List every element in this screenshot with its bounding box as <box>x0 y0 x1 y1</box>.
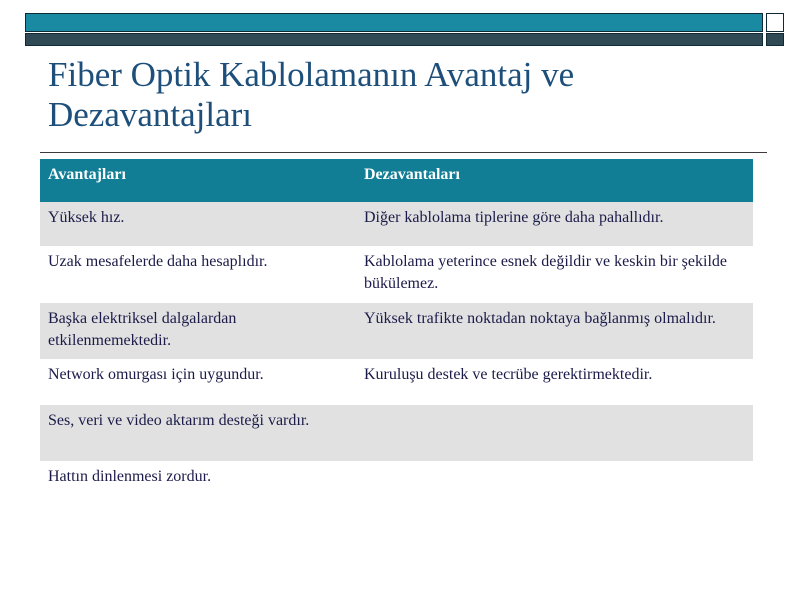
slide-title: Fiber Optik Kablolamanın Avantaj ve Dezavantajları <box>48 55 575 134</box>
header-bar-top <box>25 13 763 32</box>
table-row <box>40 359 753 405</box>
title-divider <box>40 152 767 153</box>
table-row <box>40 303 753 359</box>
disadvantage-cell: Yüksek trafikte noktadan noktaya bağlanmış olmalıdır. <box>356 303 753 359</box>
table-header-row <box>40 159 753 202</box>
disadvantage-cell <box>356 405 753 461</box>
header-square-top <box>766 13 784 32</box>
advantage-cell: Ses, veri ve video aktarım desteği vardır. <box>40 405 356 461</box>
comparison-table <box>40 159 753 497</box>
table-row <box>40 405 753 461</box>
disadvantage-cell: Kuruluşu destek ve tecrübe gerektirmektedir. <box>356 359 753 405</box>
table-row <box>40 246 753 303</box>
header-bar-bottom <box>25 33 763 46</box>
advantage-cell: Hattın dinlenmesi zordur. <box>40 461 356 497</box>
disadvantage-cell: Diğer kablolama tiplerine göre daha pahallıdır. <box>356 202 753 246</box>
header-square-bottom <box>766 33 784 46</box>
table-row <box>40 202 753 246</box>
advantage-cell: Uzak mesafelerde daha hesaplıdır. <box>40 246 356 303</box>
disadvantage-cell <box>356 461 753 497</box>
header-advantages: Avantajları <box>40 159 356 202</box>
header-disadvantages: Dezavantaları <box>356 159 753 202</box>
advantage-cell: Yüksek hız. <box>40 202 356 246</box>
advantage-cell: Network omurgası için uygundur. <box>40 359 356 405</box>
advantage-cell: Başka elektriksel dalgalardan etkilenmemektedir. <box>40 303 356 359</box>
disadvantage-cell: Kablolama yeterince esnek değildir ve keskin bir şekilde bükülemez. <box>356 246 753 303</box>
table-row <box>40 461 753 497</box>
